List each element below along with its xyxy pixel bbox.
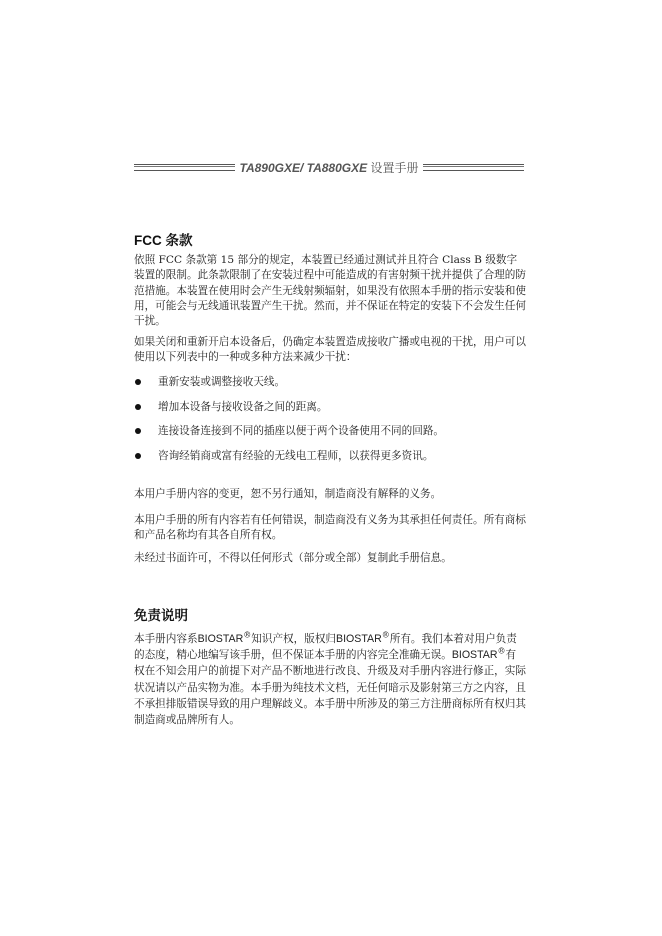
page-header [134, 159, 524, 175]
bullet-icon [135, 453, 141, 459]
notice-change: 本用户手册内容的变更，恕不另行通知，制造商没有解释的义务。 [134, 488, 442, 500]
header-model: TA890GXE/ TA880GXE [239, 160, 368, 175]
bullet-text: 咨询经销商或富有经验的无线电工程师，以获得更多资讯。 [158, 449, 434, 462]
notice-liability: 本用户手册的所有内容若有任何错误，制造商没有义务为其承担任何责任。所有商标和产品名称均有其各自所有权。 [134, 514, 526, 542]
bullet-text: 重新安装或调整接收天线。 [158, 376, 286, 388]
header-rule-left [134, 164, 235, 171]
registered-mark: ® [243, 630, 252, 640]
bullet-text: 增加本设备与接收设备之间的距离。 [158, 400, 328, 413]
bullet-text: 连接设备连接到不同的插座以便于两个设备使用不同的回路。 [158, 425, 445, 437]
brand-name: BIOSTAR [197, 633, 244, 645]
header-suffix: 设置手册 [370, 160, 419, 175]
bullet-icon [135, 404, 141, 410]
notice-copyright: 未经过书面许可，不得以任何形式（部分或全部）复制此手册信息。 [134, 552, 452, 564]
disclaimer-text-4: 有权在不知会用户的前提下对产品不断地进行改良、升级及对手册内容进行修正，实际状况请以产品实物为准。本手册为纯技术文档，无任何暗示及影射第三方之内容，且不承担排版错误导致的用户理解歧义。本手册中所涉及的第三方注册商标所有权归其制造商或品牌所有人。 [134, 649, 526, 727]
registered-mark: ® [497, 646, 506, 656]
fcc-paragraph-1: 依照 FCC 条款第 15 部分的规定，本装置已经通过测试并且符合 Class B 级数字装置的限制。此条款限制了在安装过程中可能造成的有害射频干扰并提供了合理的防范措施。本装置在使用时会产生无线射频辐射，如果没有依照本手册的指示安装和使用，可能会与无线通讯装置产生干扰。然而，并不保证在特定的安装下不会发生任何干扰。 [134, 254, 526, 328]
list-item [134, 424, 526, 449]
disclaimer-title: 免责说明 [134, 608, 188, 623]
disclaimer-text-3: 所有。我们本着对用户负责的态度，精心地编写该手册，但不保证本手册的内容完全准确无误。 [134, 633, 517, 662]
header-rule-right [423, 164, 524, 171]
registered-mark: ® [381, 630, 390, 640]
fcc-title: FCC 条款 [134, 233, 193, 248]
list-item [134, 449, 526, 474]
bullet-icon [135, 428, 141, 434]
disclaimer-text-2: 知识产权，版权归 [251, 633, 337, 645]
brand-name: BIOSTAR [451, 649, 498, 662]
header-title [235, 159, 424, 176]
brand-name: BIOSTAR [336, 633, 382, 645]
list-item [134, 400, 526, 425]
list-item [134, 375, 526, 400]
fcc-bullet-list [134, 375, 526, 473]
disclaimer-paragraph [134, 631, 526, 728]
fcc-paragraph-2: 如果关闭和重新开启本设备后，仍确定本装置造成接收广播或电视的干扰，用户可以使用以下列表中的一种或多种方法来减少干扰： [134, 336, 526, 364]
bullet-icon [135, 379, 141, 385]
disclaimer-text-1: 本手册内容系 [134, 633, 198, 645]
